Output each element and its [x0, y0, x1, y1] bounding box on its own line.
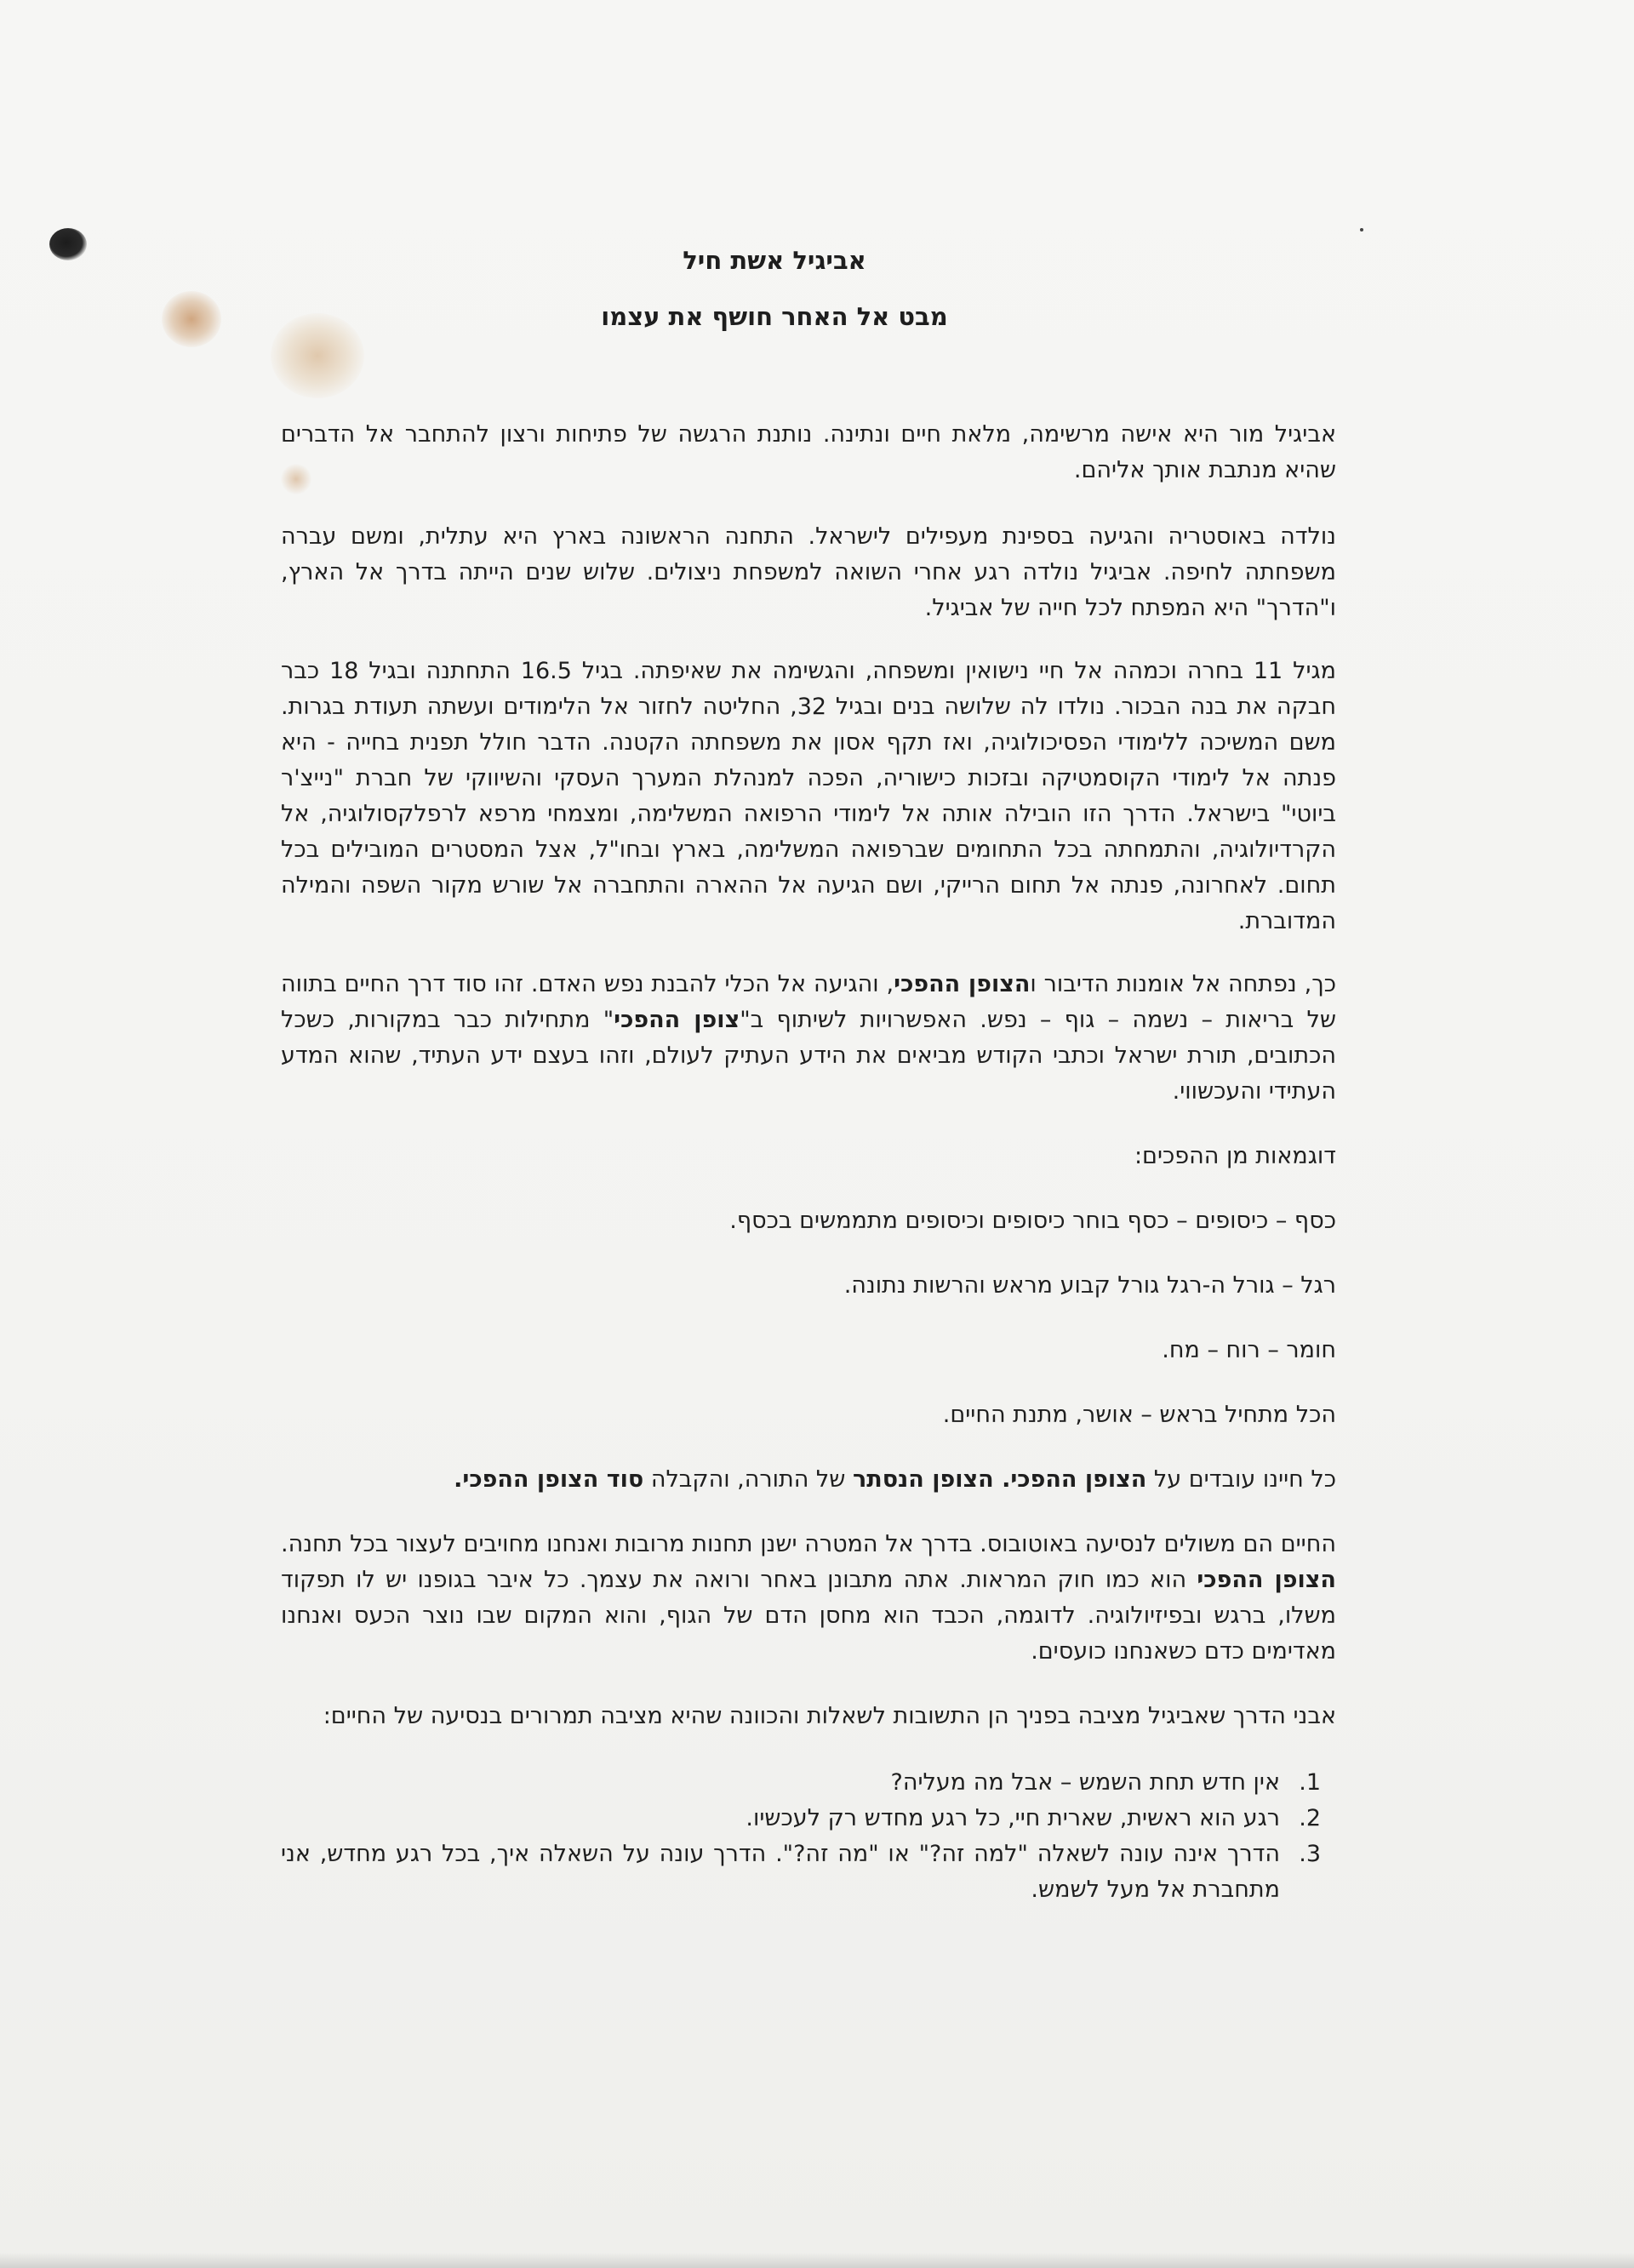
text-span: החיים הם משולים לנסיעה באוטובוס. בדרך אל המטרה ישנן תחנות מרובות ואנחנו מחויבים לעצור בכל תחנה.: [281, 1531, 1336, 1557]
text-span: של התורה, והקבלה: [643, 1466, 853, 1493]
document-body: [281, 238, 1336, 1908]
text-span: הוא כמו חוק המראות. אתה מתבונן באחר ורואה את עצמך. כל איבר בגופנו יש לו תפקוד משלו, ברגש ובפיזיולוגיה. לדוגמה, הכבד הוא מחסן הדם של הגוף, והוא המקום שבו נוצר הכעס ואנחנו מאדימים כדם כשאנחנו כועסים.: [281, 1567, 1336, 1665]
paragraph-example-leg: רגל – גורל ה-רגל גורל קבוע מראש והרשות נתונה.: [843, 1272, 1336, 1299]
text-span: כל חיינו עובדים על: [1146, 1466, 1336, 1493]
numbered-list: [281, 1765, 1336, 1908]
bold-term: סוד הצופן ההפכי.: [454, 1466, 644, 1493]
page-bottom-edge: [0, 2253, 1634, 2268]
bold-term: צופן ההפכי: [614, 1007, 740, 1033]
list-text: רגע הוא ראשית, שארית חיי, כל רגע מחדש רק לעכשיו.: [746, 1805, 1280, 1831]
bold-term: הצופן ההפכי: [894, 971, 1031, 997]
paragraph-origin: נולדה באוסטריה והגיעה בספינת מעפילים לישראל. התחנה הראשונה בארץ היא עתלית, ומשם עברה משפחתה לחיפה. אביגיל נולדה רגע אחרי השואה למשפחת ניצולים. שלוש שנים הייתה בדרך אל הארץ, ו"הדרך" היא המפתח לכל חייה של אביגיל.: [281, 523, 1336, 621]
list-item: [281, 1801, 1336, 1837]
paragraph-example-money: כסף – כיסופים – כסף בוחר כיסופים וכיסופים מתממשים בכסף.: [729, 1208, 1336, 1234]
bold-term: הצופן ההפכי. הצופן הנסתר: [853, 1466, 1147, 1493]
list-text: אין חדש תחת השמש – אבל מה מעליה?: [890, 1769, 1280, 1796]
paragraph-intro: אביגיל מור היא אישה מרשימה, מלאת חיים ונתינה. נותנת הרגשה של פתיחות ורצון להתחבר אל הדברים שהיא מנתבת אותך אליהם.: [281, 421, 1336, 483]
list-number: 3.: [1299, 1841, 1321, 1867]
list-number: 1.: [1299, 1769, 1321, 1796]
paragraph-biography: מגיל 11 בחרה וכמהה אל חיי נישואין ומשפחה, והגשימה את שאיפתה. בגיל 16.5 התחתנה ובגיל 18 כבר חבקה את בנה הבכור. נולדו לה שלושה בנים ובגיל 32, החליטה לחזור אל הלימודים ועשתה תעודת בגרות. משם המשיכה ללימודי הפסיכולוגיה, ואז תקף אסון את משפחתה הקטנה. הדבר חולל תפנית בחייה - היא פנתה אל לימודי הקוסמטיקה ובזכות כישוריה, הפכה למנהלת המערך העסקי והשיווקי של חברת "נייצ'ר ביוטי" בישראל. הדרך הזו הובילה אותה אל לימודי הרפואה המשלימה, ומצמחי מרפא לרפלקסולוגיה, אל הקרדיולוגיה, והתמחתה בכל התחומים שברפואה המשלימה, בארץ ובחו"ל, אצל המסטרים המובילים בכל תחום. לאחרונה, פנתה אל תחום הרייקי, ושם הגיעה אל ההארה והתחברה אל שורש מקור השפה והמילה המדוברת.: [281, 658, 1336, 934]
ink-blot: [49, 228, 87, 260]
text-span: " מתחילות כבר במקורות, כשכל הכתובים, תורת ישראל וכתבי הקודש מביאים את הידע העתיק לעולם, וזהו בעצם ידע העתיד, שהוא המדע העתידי והעכשווי.: [281, 1007, 1336, 1105]
list-number: 2.: [1299, 1805, 1321, 1831]
paragraph-milestones: אבני הדרך שאביגיל מציבה בפניך הן התשובות לשאלות והכוונה שהיא מציבה תמרורים בנסיעה של החיים:: [323, 1703, 1336, 1729]
paragraph-hidden-code: [281, 1462, 1336, 1498]
bold-term: הצופן ההפכי: [1197, 1567, 1336, 1593]
paragraph-bus-metaphor: [281, 1527, 1336, 1670]
text-span: , והגיעה אל הכלי להבנת נפש האדם. זהו סוד דרך החיים בתווה של בריאות – נשמה – גוף – נפש. האפשרויות לשיתוף ב": [281, 971, 1336, 1033]
list-item: [281, 1765, 1336, 1801]
document-subtitle: מבט אל האחר חושף את עצמו: [601, 302, 948, 331]
list-item: [281, 1837, 1336, 1908]
paragraph-examples-heading: דוגמאות מן ההפכים:: [1134, 1143, 1336, 1169]
paragraph-example-head: הכל מתחיל בראש – אושר, מתנת החיים.: [942, 1402, 1336, 1428]
list-text: הדרך אינה עונה לשאלה "למה זה?" או "מה זה?". הדרך עונה על השאלה איך, בכל רגע מחדש, אני מתחברת אל מעל לשמש.: [281, 1841, 1280, 1903]
paragraph-example-matter: חומר – רוח – מח.: [1162, 1337, 1336, 1363]
paragraph-code: [281, 967, 1336, 1110]
text-span: כך, נפתחה אל אומנות הדיבור ו: [1030, 971, 1336, 997]
paper-speck: [1360, 228, 1363, 231]
document-title: אביגיל אשת חיל: [683, 246, 866, 275]
